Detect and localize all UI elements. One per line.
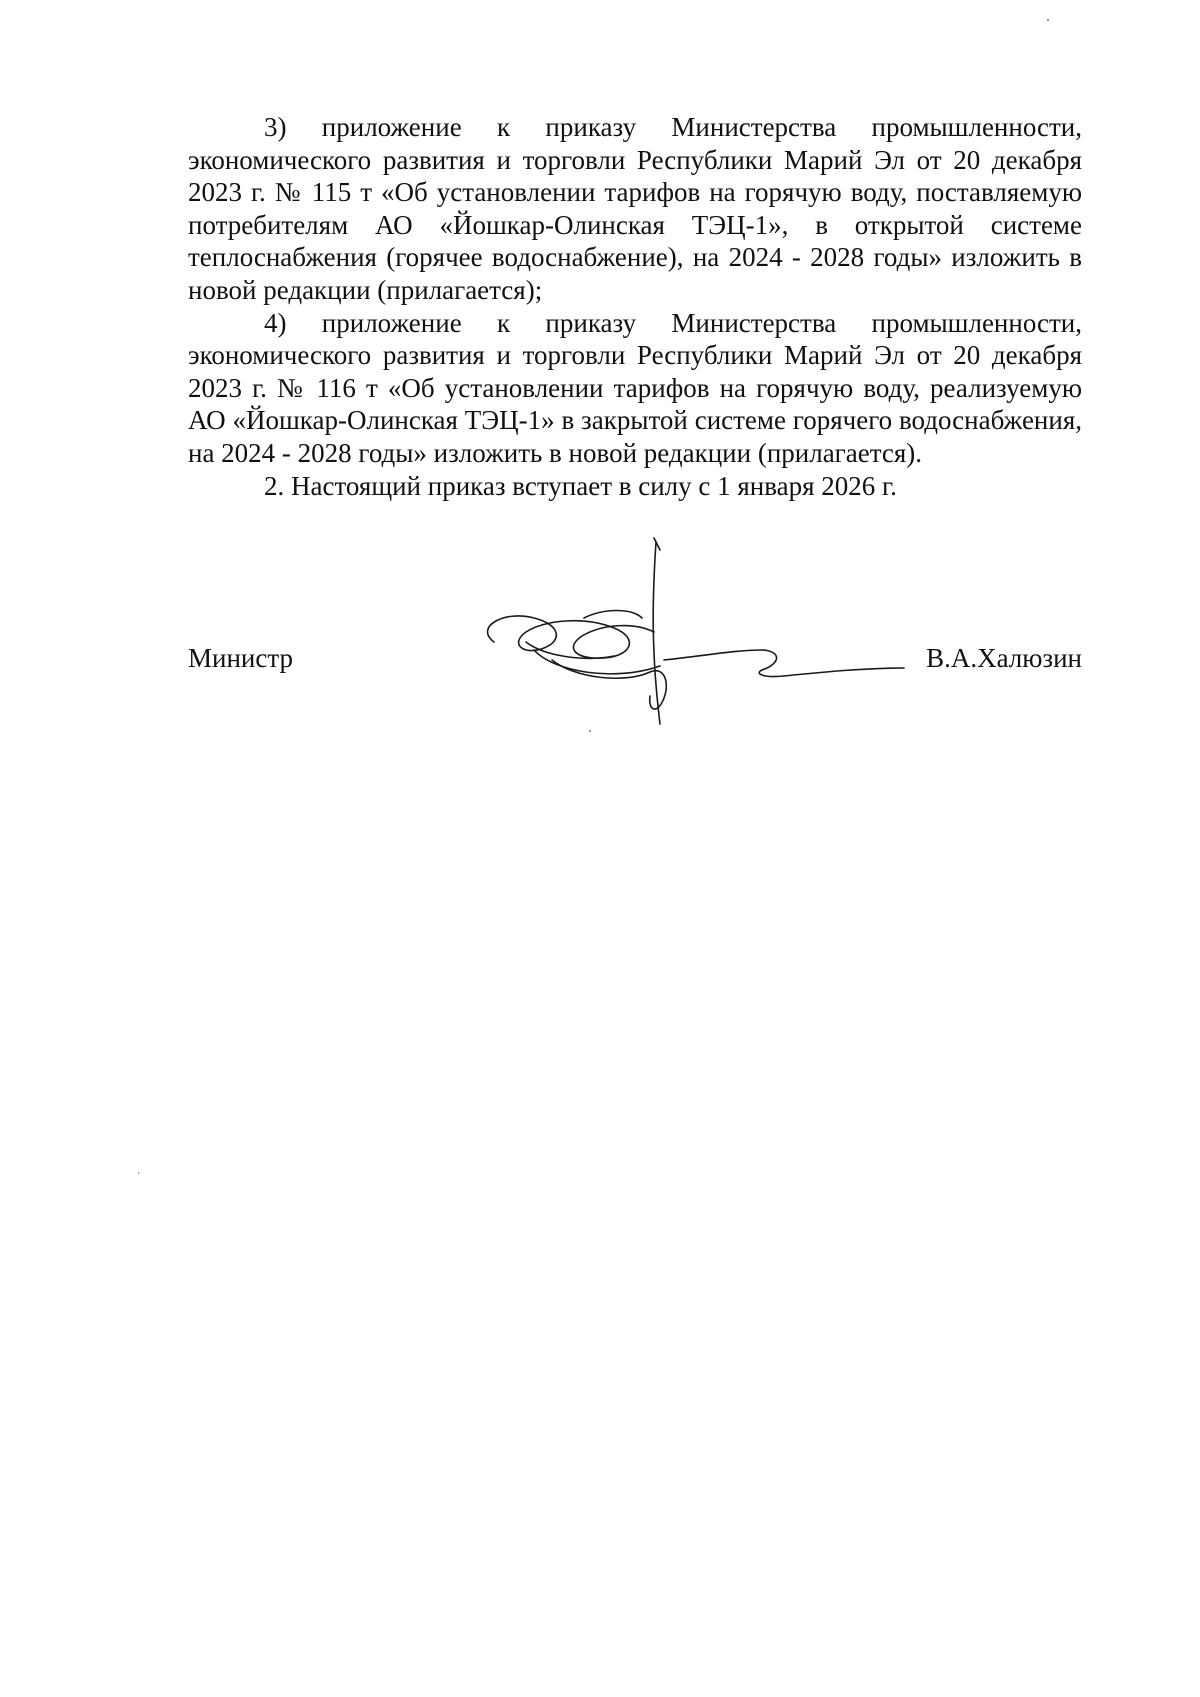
scan-speck: [589, 730, 591, 732]
document-body: [188, 111, 1082, 502]
paragraph-effective-date: 2. Настоящий приказ вступает в силу с 1 января 2026 г.: [264, 470, 897, 501]
paragraph-item-3: 3) приложение к приказу Министерства промышленности, экономического развития и торговли Республики Марий Эл от 20 декабря 2023 г. № 115 т «Об установлении тарифов на горячую воду, поставляемую потребителям АО «Йошкар-Олинская ТЭЦ-1», в открытой системе теплоснабжения (горячее водоснабжение), на 2024 - 2028 годы» изложить в новой редакции (прилагается);: [188, 112, 1082, 305]
paragraph-item-4: 4) приложение к приказу Министерства промышленности, экономического развития и торговли Республики Марий Эл от 20 декабря 2023 г. № 116 т «Об установлении тарифов на горячую воду, реализуемую АО «Йошкар-Олинская ТЭЦ-1» в закрытой системе горячего водоснабжения, на 2024 - 2028 годы» изложить в новой редакции (прилагается).: [188, 307, 1082, 468]
scan-speck: [1047, 19, 1049, 21]
scan-speck: [138, 1172, 139, 1174]
handwritten-signature: [464, 532, 934, 732]
signer-title: Министр: [188, 643, 293, 673]
signature-block: [188, 614, 1082, 764]
signer-name: В.А.Халюзин: [926, 643, 1082, 673]
